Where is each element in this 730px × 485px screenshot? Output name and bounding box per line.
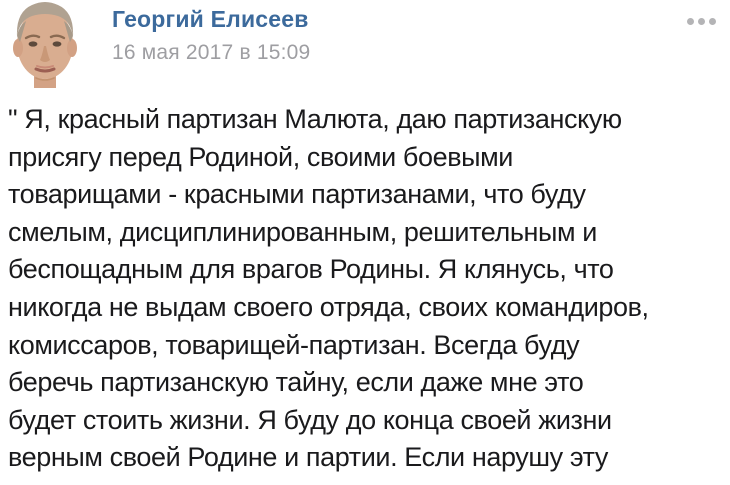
post-header — [0, 0, 730, 96]
avatar[interactable] — [6, 0, 84, 88]
post-text-line: никогда не выдам своего отряда, своих командиров, — [8, 291, 649, 322]
post-text-line: будет стоить жизни. Я буду до конца своей жизни — [8, 404, 612, 435]
post-text-line: присягу перед Родиной, своими боевыми — [8, 141, 513, 172]
author-name[interactable]: Георгий Елисеев — [112, 6, 309, 32]
post-text-line: беспощадным для врагов Родины. Я клянусь, что — [8, 254, 614, 285]
post-text-line: смелым, дисциплинированным, решительным и — [8, 216, 597, 247]
post-text — [8, 101, 726, 477]
post-text-line: " Я, красный партизан Малюта, даю партизанскую — [8, 104, 622, 134]
post-text-line: товарищами - красными партизанами, что буду — [8, 179, 586, 210]
post-text-line: беречь партизанскую тайну, если даже мне это — [8, 367, 584, 398]
male-face-image — [6, 0, 84, 88]
ellipsis-icon — [709, 18, 716, 25]
ellipsis-icon — [698, 18, 705, 25]
post-date[interactable]: 16 мая 2017 в 15:09 — [112, 41, 311, 64]
post-text-line: верным своей Родине и партии. Если нарушу эту — [8, 442, 608, 473]
post-text-line: комиссаров, товарищей-партизан. Всегда буду — [8, 329, 580, 360]
ellipsis-icon — [687, 18, 694, 25]
more-options-button[interactable] — [685, 16, 718, 27]
